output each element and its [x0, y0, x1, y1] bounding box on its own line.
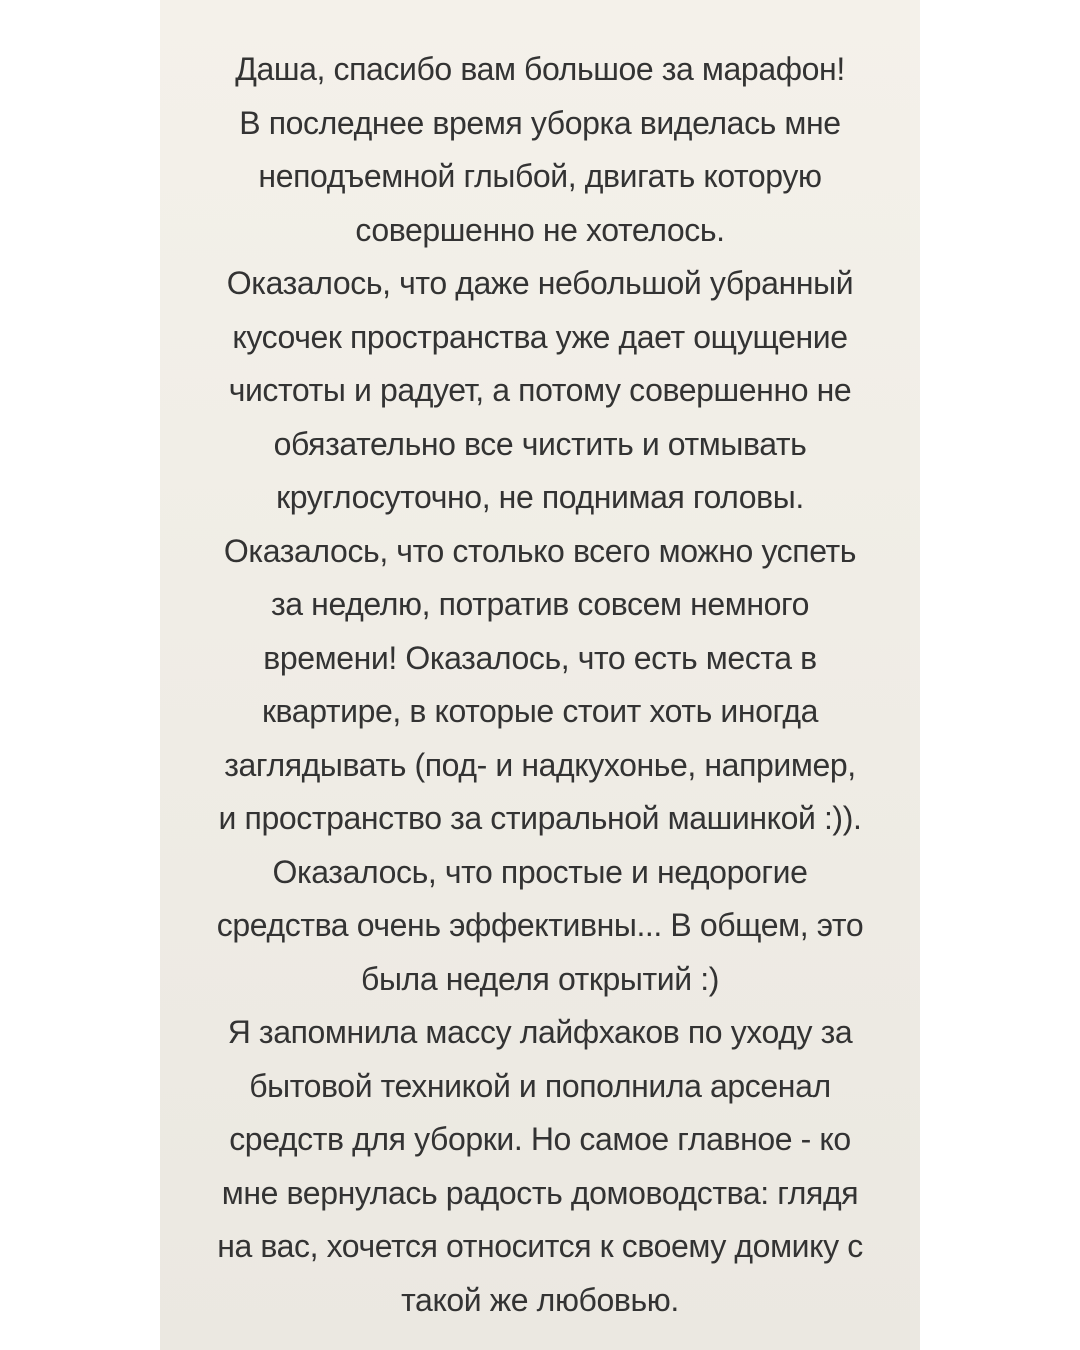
post-panel: [160, 0, 920, 1350]
text-line: неподъемной глыбой, двигать которую: [258, 158, 822, 194]
text-line: совершенно не хотелось.: [355, 211, 725, 248]
text-line: времени! Оказалось, что есть места в: [263, 639, 817, 676]
text-line: кусочек пространства уже дает ощущение: [232, 318, 848, 355]
text-line: на вас, хочется относится к своему домику с: [217, 1228, 863, 1264]
text-line: Я запомнила массу лайфхаков по уходу за: [227, 1014, 853, 1050]
testimonial-text: [160, 0, 920, 1327]
text-line: чистоты и радует, а потому совершенно не: [228, 372, 852, 408]
text-line: Оказалось, что даже небольшой убранный: [226, 265, 854, 301]
text-line: такой же любовью.: [401, 1281, 679, 1318]
text-line: была неделя открытий :): [361, 960, 719, 997]
text-line: обязательно все чистить и отмывать: [273, 425, 807, 462]
text-line: круглосуточно, не поднимая головы.: [276, 479, 804, 515]
text-line: бытовой техникой и пополнила арсенал: [249, 1067, 831, 1104]
text-line: и пространство за стиральной машинкой :)).: [218, 800, 862, 836]
text-line: квартире, в которые стоит хоть иногда: [261, 693, 819, 729]
text-line: средства очень эффективны... В общем, это: [216, 907, 864, 943]
text-line: средств для уборки. Но самое главное - ко: [229, 1121, 851, 1157]
text-line: В последнее время уборка виделась мне: [239, 104, 841, 141]
text-line: заглядывать (под- и надкухонье, например,: [224, 746, 856, 783]
text-line: Оказалось, что простые и недорогие: [272, 853, 808, 890]
text-line: за неделю, потратив совсем немного: [271, 586, 809, 622]
text-line: Оказалось, что столько всего можно успеть: [223, 532, 857, 569]
text-line: Даша, спасибо вам большое за марафон!: [235, 51, 845, 87]
text-line: мне вернулась радость домоводства: глядя: [221, 1174, 859, 1211]
